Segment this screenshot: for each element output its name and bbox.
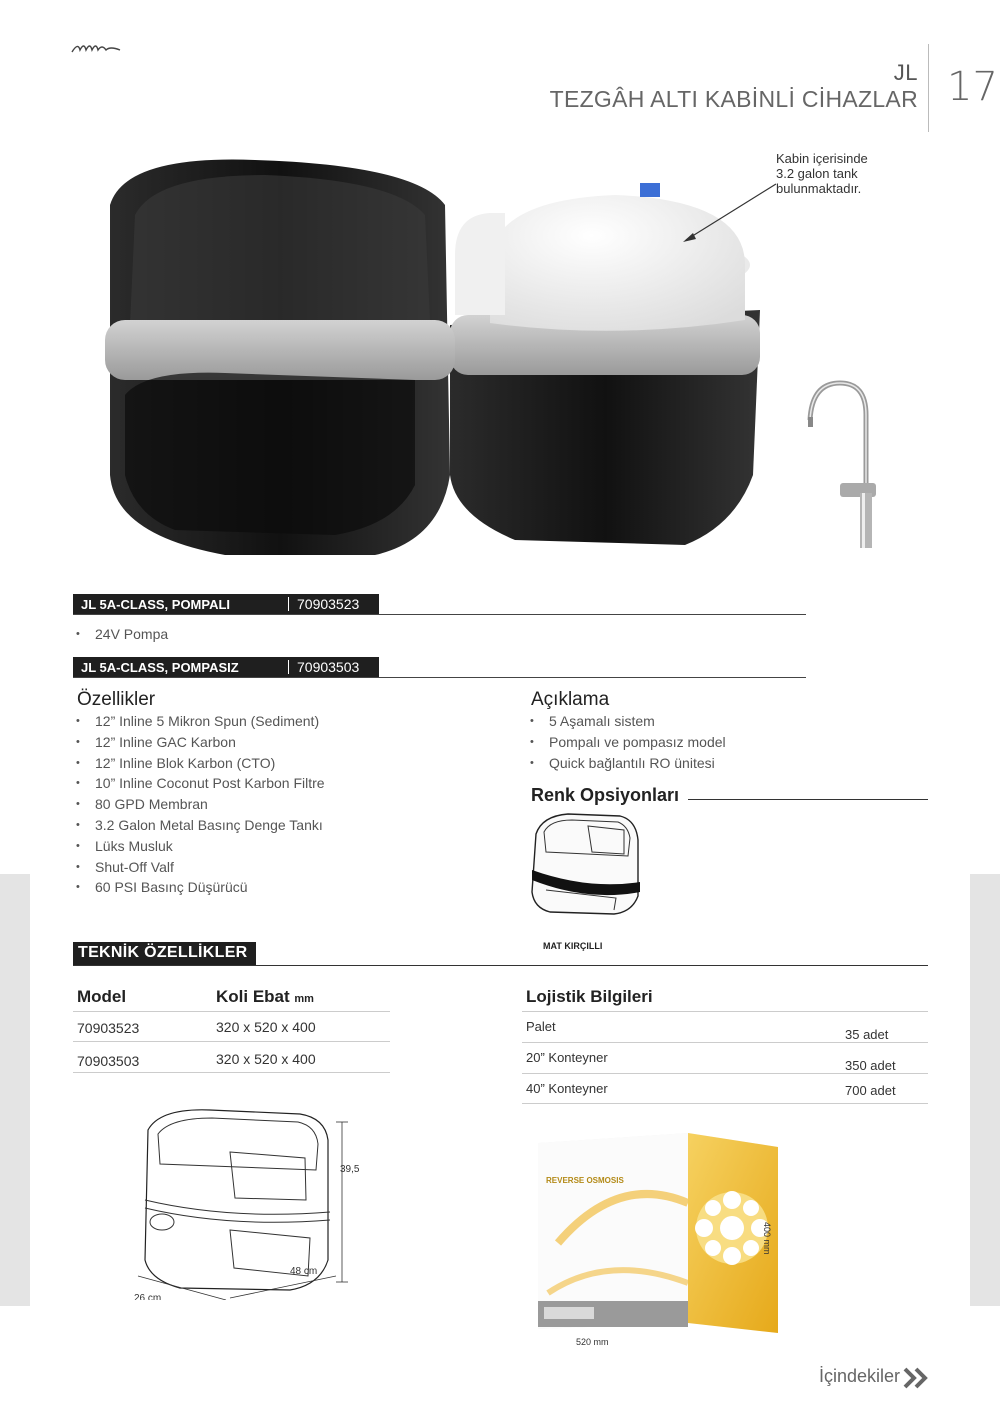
variant-code: 70903503 — [283, 657, 379, 678]
double-chevron-right-icon[interactable] — [902, 1367, 930, 1389]
list-item: • 80 GPD Membran — [73, 794, 473, 815]
variant-notes — [73, 624, 373, 645]
variant-divider — [73, 614, 806, 615]
list-item: • Lüks Musluk — [73, 836, 473, 857]
list-item: • 12” Inline Blok Karbon (CTO) — [73, 753, 473, 774]
list-item: • 3.2 Galon Metal Basınç Denge Tankı — [73, 815, 473, 836]
header-series-code: JL — [893, 60, 918, 85]
description-list — [527, 711, 907, 773]
logistics-label: 20” Konteyner — [526, 1050, 608, 1065]
box-width-label: 520 mm — [576, 1337, 609, 1347]
logistics-label: 40” Konteyner — [526, 1081, 608, 1096]
box-size-unit: mm — [294, 993, 314, 1005]
tank-callout — [776, 151, 906, 196]
table-cell-box-size: 320 x 520 x 400 — [216, 1019, 316, 1035]
logistics-value: 700 adet — [845, 1083, 896, 1098]
cabinet-outline — [130, 1100, 370, 1300]
list-item: • 60 PSI Basınç Düşürücü — [73, 877, 473, 898]
description-heading: Açıklama — [531, 689, 610, 710]
side-tab-right — [970, 874, 1000, 1306]
logistics-label: Palet — [526, 1019, 556, 1034]
drawing-width-label: 48 cm — [290, 1266, 318, 1277]
list-item: • 5 Aşamalı sistem — [527, 711, 907, 732]
technical-specs-heading: TEKNİK ÖZELLİKLER — [73, 942, 256, 966]
color-option-swatch — [528, 812, 644, 916]
table-rule — [522, 1103, 928, 1104]
callout-line: Kabin içerisinde — [776, 151, 868, 166]
color-options-heading: Renk Opsiyonları — [531, 785, 680, 805]
table-cell-model: 70903523 — [77, 1020, 140, 1036]
table-of-contents-link[interactable]: İçindekiler — [818, 1366, 900, 1386]
list-item: • 12” Inline 5 Mikron Spun (Sediment) — [73, 711, 473, 732]
logistics-heading: Lojistik Bilgileri — [526, 987, 653, 1006]
faucet-image — [800, 375, 890, 555]
features-list — [73, 711, 473, 898]
logistics-value: 350 adet — [845, 1058, 896, 1073]
table-rule — [73, 1072, 390, 1073]
variant-name: JL 5A-CLASS, POMPASIZ — [73, 657, 283, 678]
list-item: • 12” Inline GAC Karbon — [73, 732, 473, 753]
logistics-value: 35 adet — [845, 1027, 889, 1042]
table-rule — [522, 1042, 928, 1043]
table-cell-box-size: 320 x 520 x 400 — [216, 1051, 316, 1067]
list-item: • Shut-Off Valf — [73, 857, 473, 878]
color-options-divider — [688, 799, 928, 800]
box-height-label: 400 mm — [762, 1222, 772, 1255]
table-rule — [73, 1011, 390, 1012]
color-option-label: MAT KIRÇILLI — [543, 941, 603, 951]
side-tab-left — [0, 874, 30, 1306]
drawing-height-label: 39,5 — [340, 1164, 360, 1175]
model-column-header: Model — [77, 987, 127, 1006]
drawing-depth-label: 26 cm — [134, 1293, 162, 1300]
table-rule — [522, 1073, 928, 1074]
features-heading: Özellikler — [77, 689, 156, 710]
list-item: • 10” Inline Coconut Post Karbon Filtre — [73, 773, 473, 794]
table-rule — [73, 1041, 390, 1042]
callout-arrow-icon — [680, 180, 780, 244]
list-item: • 24V Pompa — [73, 624, 373, 645]
page-number: 17 — [947, 64, 998, 110]
header-divider — [928, 44, 929, 132]
table-cell-model: 70903503 — [77, 1053, 140, 1069]
header-title: TEZGÂH ALTI KABİNLİ CİHAZLAR — [549, 86, 918, 112]
table-rule — [522, 1011, 928, 1012]
list-item: • Pompalı ve pompasız model — [527, 732, 907, 753]
list-item: • Quick bağlantılı RO ünitesi — [527, 753, 907, 774]
box-size-label: Koli Ebat — [216, 987, 290, 1006]
technical-drawing — [130, 1100, 370, 1300]
technical-specs-divider — [73, 965, 928, 966]
variant-divider — [73, 677, 806, 678]
brand-logo — [70, 38, 122, 58]
box-brand-text: REVERSE OSMOSIS — [546, 1176, 624, 1185]
callout-line: bulunmaktadır. — [776, 181, 862, 196]
packaging-box-image — [538, 1133, 778, 1343]
callout-line: 3.2 galon tank — [776, 166, 858, 181]
variant-code: 70903523 — [283, 594, 379, 615]
box-size-column-header — [216, 987, 314, 1007]
variant-name: JL 5A-CLASS, POMPALI — [73, 594, 283, 615]
